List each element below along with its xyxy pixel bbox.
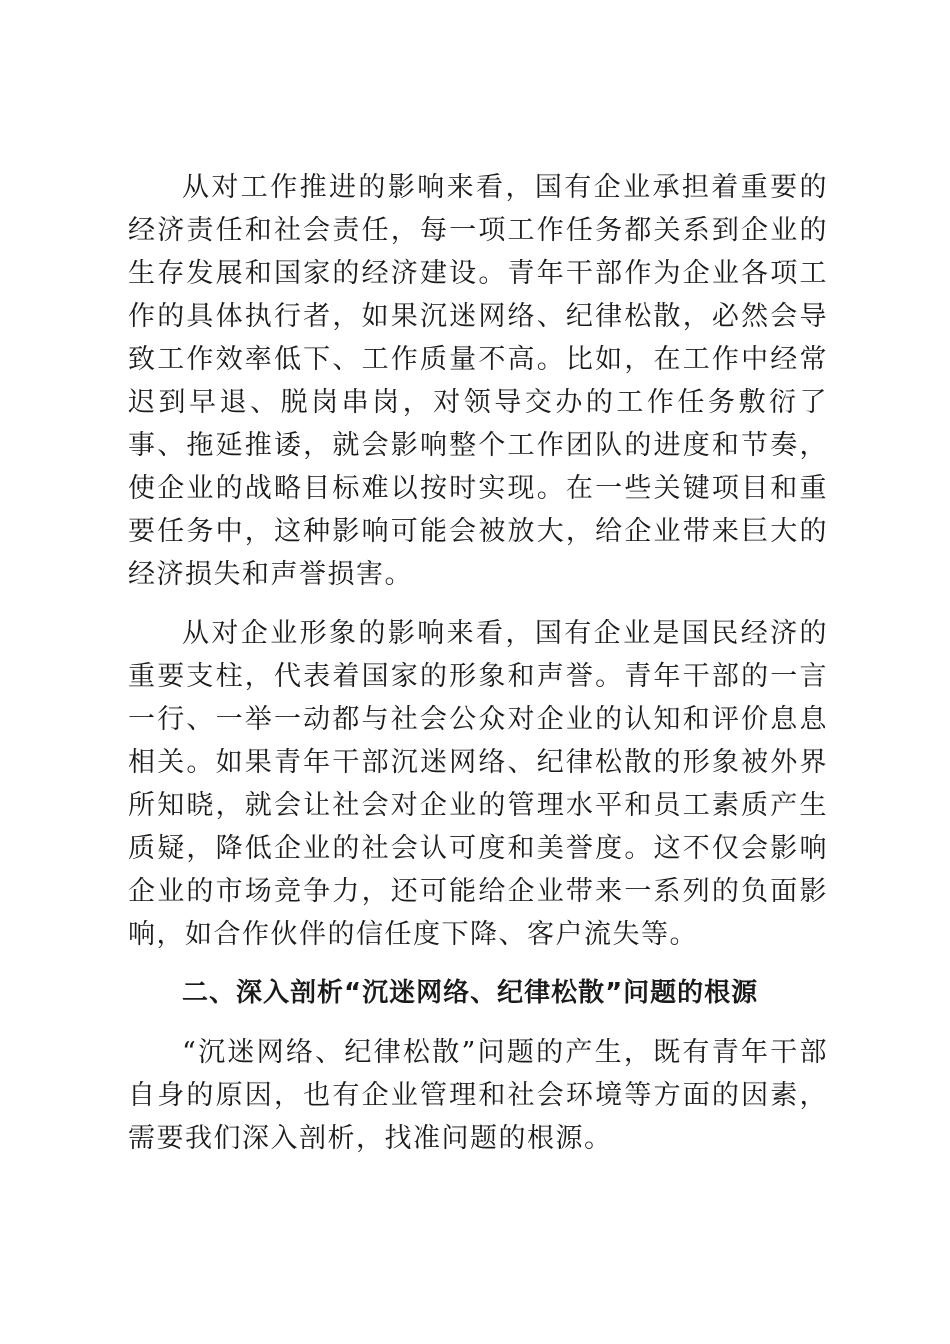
paragraph-image-impact: 从对企业形象的影响来看，国有企业是国民经济的重要支柱，代表着国家的形象和声誉。青年干部的一言一行、一举一动都与社会公众对企业的认知和评价息息相关。如果青年干部沉迷网络、纪律松散的形象被外界所知晓，就会让社会对企业的管理水平和员工素质产生质疑，降低企业的社会认可度和美誉度。这不仅会影响企业的市场竞争力，还可能给企业带来一系列的负面影响，如合作伙伴的信任度下降、客户流失等。	[128, 618, 828, 950]
section-heading: 二、深入剖析“沉迷网络、纪律松散”问题的根源	[182, 978, 759, 1008]
paragraph-work-impact: 从对工作推进的影响来看，国有企业承担着重要的经济责任和社会责任，每一项工作任务都关系到企业的生存发展和国家的经济建设。青年干部作为企业各项工作的具体执行者，如果沉迷网络、纪律松散，必然会导致工作效率低下、工作质量不高。比如，在工作中经常迟到早退、脱岗串岗，对领导交办的工作任务敷衍了事、拖延推诿，就会影响整个工作团队的进度和节奏，使企业的战略目标难以按时实现。在一些关键项目和重要任务中，这种影响可能会被放大，给企业带来巨大的经济损失和声誉损害。	[128, 172, 828, 590]
document-body	[128, 166, 828, 1160]
paragraph-root-cause-intro: “沉迷网络、纪律松散”问题的产生，既有青年干部自身的原因，也有企业管理和社会环境等方面的因素，需要我们深入剖析，找准问题的根源。	[128, 1037, 828, 1154]
